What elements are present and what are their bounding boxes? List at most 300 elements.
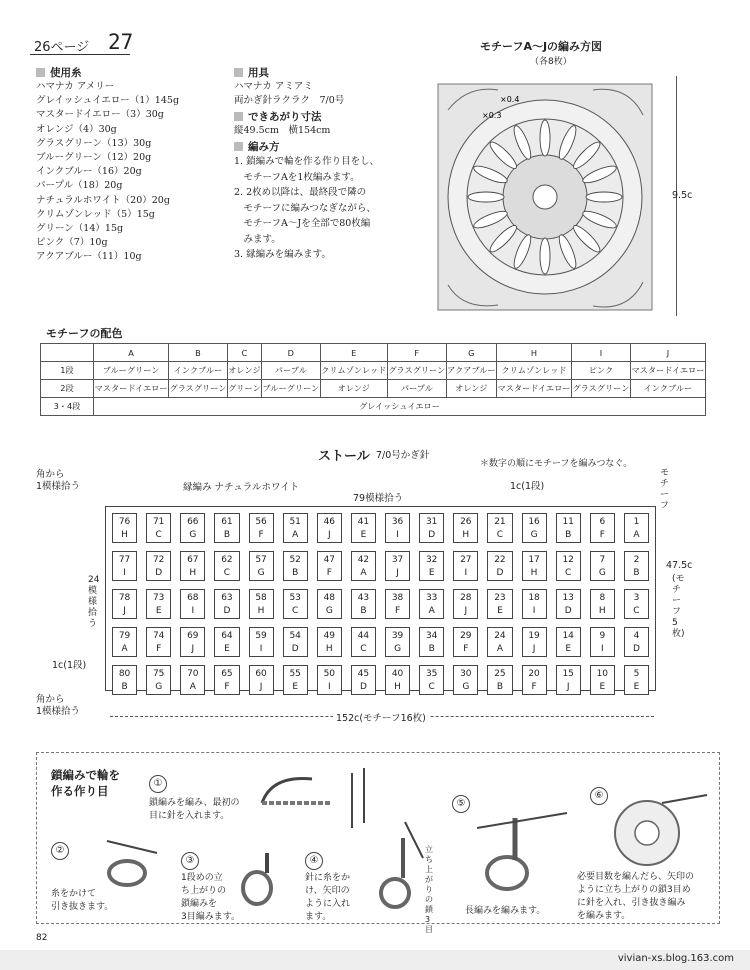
color-cell: クリムゾンレッド [496,362,571,380]
rise-label: 立ち上がりの鎖3目 [425,845,433,934]
motif-number: 67 [187,555,199,565]
motif-number: 75 [152,669,165,679]
motif-cell [317,589,342,619]
motif-cell [214,513,239,543]
motif-cell [249,665,274,695]
color-cell: オレンジ [320,380,387,398]
motif-number: 42 [357,555,370,565]
motif-number: 5 [633,669,640,679]
motif-cell [522,627,547,657]
motif-letter: J [532,644,536,654]
motif-letter: A [360,568,367,578]
method-step: モチーフA～Jを全部で80枚編 [234,218,371,229]
method-step: 3. 縁編みを編みます。 [234,249,331,260]
motif-cell [351,513,376,543]
motif-number: 32 [425,555,438,565]
motif-number: 18 [528,593,540,603]
motif-cell [351,665,376,695]
motif-cell [590,551,615,581]
color-row-label: 3・4段 [41,398,94,416]
motif-cell [351,589,376,619]
motif-letter: G [257,568,265,578]
motif-letter: H [325,644,333,654]
motif-letter: E [565,644,572,654]
yarn-item: ブルーグリーン（12）20g [36,152,152,164]
color-cell: グリーン [227,380,261,398]
motif-number: 80 [118,669,131,679]
motif-letter: B [565,530,572,540]
motif-number: 57 [255,555,267,565]
right-motif: (モチーフ5枚) [672,574,685,639]
motif-cell [556,665,581,695]
motif-letter: F [326,568,332,578]
color-col-header: A [94,344,169,362]
motif-cell [214,665,239,695]
motif-number: 49 [323,631,336,641]
motif-letter: A [121,644,128,654]
motif-cell [522,551,547,581]
motif-cell [249,551,274,581]
size-title: できあがり寸法 [234,109,424,124]
stole-title: ストール [318,449,370,464]
yarn-item: グレイッシュイエロー（1）145g [36,95,180,107]
motif-letter: G [325,606,333,616]
yarn-list [36,80,179,265]
step-4 [305,848,350,924]
motif-number: 2 [633,555,640,565]
motif-number: 7 [599,555,606,565]
motif-letter: E [292,682,299,692]
motif-letter: J [327,530,331,540]
color-col-header: C [227,344,261,362]
color-cell: マスタードイエロー [630,362,705,380]
color-row-label: 1段 [41,362,94,380]
motif-cell [146,627,171,657]
motif-cell [146,551,171,581]
step-1 [149,771,240,823]
motif-cell [385,513,410,543]
color-merged-cell: グレイッシュイエロー [94,398,706,416]
yarn-item: クリムゾンレッド（5）15g [36,208,155,220]
motif-letter: I [532,606,536,616]
width-label: 152c(モチーフ16枚) [333,710,429,724]
color-cell: オレンジ [227,362,261,380]
motif-cell [283,551,308,581]
motif-number: 52 [289,555,301,565]
color-cell: オレンジ [446,380,496,398]
motif-number: 64 [221,631,233,641]
color-col-header: F [387,344,446,362]
motif-letter: I [327,682,331,692]
color-col-header: J [630,344,705,362]
motif-letter: H [394,682,401,692]
footer-bar [0,950,750,970]
motif-letter: G [155,682,163,692]
motif-letter: A [189,682,196,692]
motif-cell [283,627,308,657]
motif-cell [112,551,137,581]
one-c-top: 1c(1段) [510,481,545,492]
yarn-item: グラスグリーン（13）30g [36,137,152,149]
motif-cell [453,627,478,657]
motif-number: 61 [221,517,233,527]
page-number: 27 [108,30,134,54]
color-row-label: 2段 [41,380,94,398]
color-col-header: I [572,344,631,362]
motif-cell [453,513,478,543]
color-cell: インクブルー [169,362,228,380]
color-table [40,343,706,416]
motif-dimension: 9.5c [672,190,693,201]
motif-number: 69 [187,631,199,641]
motif-cell [419,627,444,657]
motif-letter: A [428,606,435,616]
motif-number: 14 [562,631,574,641]
motif-letter: C [633,606,640,616]
color-table-title: モチーフの配色 [46,327,123,340]
motif-letter: G [462,682,470,692]
motif-number: 31 [425,517,438,527]
motif-diagram [428,70,668,320]
motif-number: 39 [391,631,404,641]
motif-number: 79 [118,631,131,641]
left-one-c: 1c(1段) [52,660,87,671]
motif-cell [590,589,615,619]
yarn-item: アクアブルー（11）10g [36,251,142,263]
motif-diagram-title: モチーフA～Jの編み方図 [480,40,603,53]
motif-letter: F [156,644,162,654]
motif-cell [180,513,205,543]
motif-number: 27 [460,555,472,565]
motif-cell [385,627,410,657]
motif-number: 1 [633,517,640,527]
motif-number: 6 [599,517,606,527]
yarn-item: インクブルー（16）20g [36,166,142,178]
motif-number: 10 [596,669,609,679]
motif-number: 58 [255,593,267,603]
yarn-item: パープル（18）20g [36,180,123,192]
motif-cell [522,513,547,543]
motif-cell [317,513,342,543]
motif-letter: C [292,606,299,616]
howto-box [36,752,720,934]
method-step: 2. 2枚め以降は、最終段で隣の [234,187,367,198]
color-cell: グラスグリーン [572,380,631,398]
motif-number: 44 [357,631,370,641]
yarn-item: グリーン（14）15g [36,223,124,235]
motif-cell [624,551,649,581]
step-3-num: ③ [181,852,199,870]
motif-number: 53 [289,593,301,603]
motif-cell [556,627,581,657]
motif-number: 68 [187,593,199,603]
motif-cell [590,513,615,543]
color-cell: マスタードイエロー [94,380,169,398]
motif-letter: J [123,606,126,616]
motif-letter: E [360,530,367,540]
watermark: vivian-xs.blog.163.com [617,953,734,964]
step-4-text: 針に糸をか け、矢印の ように入れ ます。 [305,873,351,922]
motif-letter: H [189,568,197,578]
color-cell: ブルーグリーン [261,380,320,398]
color-cell: アクアブルー [446,362,496,380]
motif-cell [317,665,342,695]
right-dim: 47.5c [666,560,693,571]
motif-letter: H [462,530,470,540]
step-1-text: 鎖編みを編み、最初の 目に針を入れます。 [149,798,240,821]
tools-section [234,65,424,263]
motif-letter: B [121,682,128,692]
motif-letter: F [463,644,469,654]
size-value: 縦49.5cm 横154cm [234,125,331,136]
page-header [30,30,134,55]
motif-cell [283,513,308,543]
motif-number: 56 [255,517,267,527]
motif-cell [351,627,376,657]
corner-pick-top: 角から 1模様拾う [36,469,81,492]
motif-cell [453,665,478,695]
motif-number: 63 [221,593,233,603]
corner-pick-bottom: 角から 1模様拾う [36,694,81,717]
motif-number: 51 [289,517,301,527]
motif-x3: ×0.3 [482,111,502,120]
motif-number: 30 [460,669,472,679]
motif-number: 70 [187,669,199,679]
motif-letter: E [155,606,162,616]
motif-letter: D [223,606,231,616]
motif-letter: G [530,530,538,540]
motif-number: 11 [562,517,574,527]
motif-letter: G [189,530,197,540]
motif-letter: E [224,644,230,654]
motif-cell [556,513,581,543]
motif-letter: C [565,568,572,578]
motif-cell [112,513,137,543]
step-6-text: 必要目数を編んだら、矢印の ように立ち上がりの鎖3目め に針を入れ、引き抜き編み を編みます。 [577,872,695,921]
motif-number: 17 [528,555,540,565]
motif-letter: J [566,682,570,692]
yarn-item: マスタードイエロー（3）30g [36,109,164,121]
motif-cell [453,551,478,581]
motif-number: 35 [425,669,438,679]
tools-line-2: 両かぎ針ラクラク 7/0号 [234,95,345,106]
motif-number: 71 [152,517,165,527]
motif-number: 12 [562,555,574,565]
color-cell: パープル [261,362,320,380]
yarn-item: オレンジ（4）30g [36,123,117,135]
motif-number: 16 [528,517,540,527]
motif-letter: D [359,682,367,692]
motif-number: 38 [391,593,404,603]
motif-letter: F [531,682,537,692]
motif-number: 33 [425,593,438,603]
motif-number: 26 [460,517,472,527]
motif-cell [112,589,137,619]
motif-number: 21 [494,517,506,527]
motif-cell [249,513,274,543]
motif-letter: D [564,606,572,616]
motif-number: 29 [460,631,472,641]
motif-cell [487,665,512,695]
method-step: みます。 [234,233,281,245]
motif-number: 20 [528,669,540,679]
motif-petal [468,192,504,202]
motif-cell [385,589,410,619]
motif-cell [487,589,512,619]
motif-letter: C [428,682,435,692]
motif-letter: D [155,568,163,578]
step-2-text: 糸をかけて 引き抜きます。 [51,889,114,912]
motif-letter: H [598,606,606,616]
motif-letter: C [360,644,367,654]
motif-diagram-subtitle: （各8枚） [530,57,572,67]
color-cell: グラスグリーン [387,362,446,380]
step-2-illustration [77,833,177,893]
motif-cell [487,513,512,543]
method-step: モチーフAを1枚編みます。 [234,171,360,183]
motif-number: 55 [289,669,301,679]
motif-number: 23 [494,593,506,603]
motif-letter: H [530,568,538,578]
step-6-illustration [602,793,712,873]
motif-letter: I [259,644,263,654]
motif-cell [146,513,171,543]
method-steps [234,154,424,263]
motif-letter: D [632,644,640,654]
motif-cell [419,665,444,695]
motif-number: 43 [357,593,370,603]
motif-cell [317,551,342,581]
motif-cell [624,627,649,657]
motif-cell [385,665,410,695]
motif-number: 25 [494,669,506,679]
motif-cell [351,551,376,581]
motif-letter: B [292,568,299,578]
step-4-num: ④ [305,852,323,870]
motif-letter: J [396,568,399,578]
step-1-illustration [252,763,372,833]
motif-number: 72 [152,555,165,565]
color-col-header: D [261,344,320,362]
motif-number: 15 [562,669,574,679]
motif-cell [419,551,444,581]
motif-letter: A [633,530,640,540]
motif-number: 77 [118,555,131,565]
motif-cell [283,589,308,619]
motif-letter: B [633,568,640,578]
color-col-header: H [496,344,571,362]
motif-number: 40 [391,669,404,679]
stole-note: ＊数字の順にモチーフを編みつなぐ。 [480,459,633,469]
motif-cell [249,589,274,619]
step-6-num: ⑥ [590,787,608,805]
motif-number: 54 [289,631,301,641]
method-step: 1. 鎖編みで輪を作る作り目をし、 [234,156,380,167]
motif-number: 36 [391,517,404,527]
color-cell: ブルーグリーン [94,362,169,380]
motif-letter: B [496,682,504,692]
step-5-num: ⑤ [452,795,470,813]
motif-number: 78 [118,593,131,603]
motif-number: 28 [460,593,472,603]
motif-cell [214,589,239,619]
motif-letter: G [394,644,402,654]
motif-number: 66 [187,517,199,527]
motif-number: 46 [323,517,336,527]
motif-letter: C [496,530,504,540]
motif-cell [112,665,137,695]
motif-label: モチーフ [660,468,670,511]
motif-cell [556,589,581,619]
color-col-header: B [169,344,228,362]
motif-number: 4 [633,631,640,641]
motif-cell [180,589,205,619]
motif-number: 47 [323,555,336,565]
color-cell: ピンク [572,362,631,380]
motif-number: 3 [633,593,640,603]
motif-letter: E [497,606,503,616]
motif-letter: I [464,568,468,578]
motif-number: 34 [425,631,438,641]
motif-letter: E [633,682,640,692]
motif-number: 37 [391,555,404,565]
pickup-top: 79模様拾う [353,493,404,504]
motif-cell [146,589,171,619]
step-5-illustration [467,798,577,898]
motif-letter: J [259,682,263,692]
motif-cell [249,627,274,657]
motif-letter: E [428,568,435,578]
yarn-item: ナチュラルホワイト（20）20g [36,194,170,206]
motif-letter: J [191,644,195,654]
motif-cell [624,513,649,543]
color-cell: パープル [387,380,446,398]
motif-number: 45 [357,669,370,679]
motif-letter: B [360,606,367,616]
motif-letter: E [599,682,606,692]
motif-letter: A [496,644,504,654]
motif-cell [419,513,444,543]
yarn-title: 使用糸 [36,65,179,80]
motif-number: 73 [152,593,165,603]
motif-letter: D [291,644,299,654]
motif-letter: G [598,568,606,578]
motif-letter: B [428,644,435,654]
motif-letter: I [123,568,126,578]
step-1-num: ① [149,775,167,793]
motif-cell [146,665,171,695]
motif-letter: H [257,606,265,616]
motif-cell [283,665,308,695]
motif-number: 48 [323,593,336,603]
motif-number: 65 [221,669,233,679]
motif-letter: J [464,606,468,616]
motif-number: 62 [221,555,233,565]
step-5-text: 長編みを編みます。 [465,906,546,916]
motif-letter: C [223,568,231,578]
motif-cell [590,627,615,657]
method-title: 編み方 [234,139,424,154]
motif-cell [180,665,205,695]
motif-letter: F [599,530,605,540]
edge-label: 縁編み ナチュラルホワイト [183,482,300,493]
motif-letter: A [292,530,299,540]
stole-hook: 7/0号かぎ針 [376,450,430,461]
motif-cell [624,665,649,695]
motif-x4: ×0.4 [500,95,520,104]
motif-letter: F [224,682,230,692]
motif-petal [540,238,550,274]
